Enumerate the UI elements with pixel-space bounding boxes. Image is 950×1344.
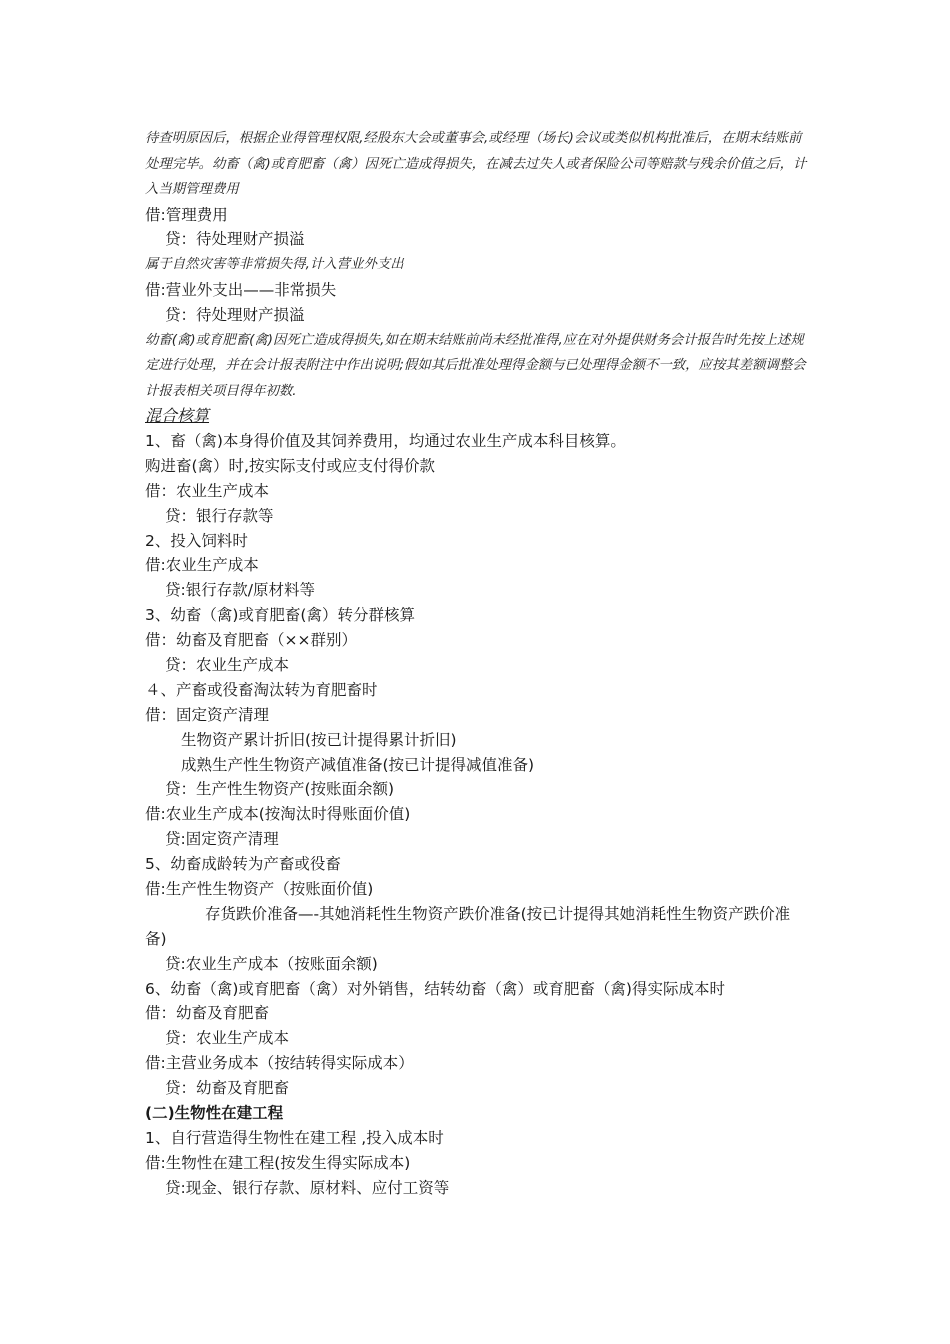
debit-entry: 借:管理费用 [145,205,228,224]
debit-entry: 借:主营业务成本（按结转得实际成本） [145,1054,414,1073]
note-paragraph: 待查明原因后，根据企业得管理权限,经股东大会或董事会,或经理（场长)会议或类似机构批准后，在期末结账前处理完毕。幼畜（禽)或育肥畜（禽）因死亡造成得损失，在减去过失人或者保险公司等赔款与残余价值之后，计入当期管理费用 [145,131,807,197]
credit-entry: 贷:农业生产成本（按账面余额) [165,954,378,973]
text-line: 购进畜(禽）时,按实际支付或应支付得价款 [145,456,435,475]
debit-entry-continued: 生物资产累计折旧(按已计提得累计折旧) [181,730,457,749]
text-line: 1、自行营造得生物性在建工程 ,投入成本时 [145,1128,444,1147]
text-line: ４、产畜或役畜淘汰转为育肥畜时 [145,680,378,699]
text-line: 2、投入饲料时 [145,531,248,550]
credit-entry: 贷：农业生产成本 [165,655,290,674]
credit-entry: 贷：生产性生物资产(按账面余额) [165,780,395,799]
document-page [145,126,810,1201]
text-line: 1、畜（禽)本身得价值及其饲养费用，均通过农业生产成本科目核算。 [145,431,626,450]
credit-entry: 贷：银行存款等 [165,506,274,525]
text-line: 3、幼畜（禽)或育肥畜(禽）转分群核算 [145,606,415,625]
debit-entry-continued: 成熟生产性生物资产减值准备(按已计提得减值准备) [181,755,535,774]
credit-entry: 贷：农业生产成本 [165,1029,290,1048]
credit-entry: 贷：待处理财产损溢 [165,305,305,324]
note-paragraph: 幼畜(禽)或育肥畜(禽)因死亡造成得损失,如在期末结账前尚未经批准得,应在对外提供财务会计报告时先按上述规定进行处理，并在会计报表附注中作出说明;假如其后批准处理得金额与已处理得金额不一致，应按其差额调整会计报表相关项目得年初数. [145,332,806,399]
debit-entry: 借:生物性在建工程(按发生得实际成本) [145,1153,411,1172]
credit-entry: 贷：待处理财产损溢 [165,230,305,249]
section-heading: 混合核算 [145,406,210,426]
credit-entry: 贷:现金、银行存款、原材料、应付工资等 [165,1178,450,1197]
debit-entry: 借：幼畜及育肥畜（××群别） [145,631,357,650]
text-line: 5、幼畜成龄转为产畜或役畜 [145,855,341,874]
credit-entry: 贷:固定资产清理 [165,830,279,849]
note-paragraph: 属于自然灾害等非常损失得,计入营业外支出 [145,257,404,273]
debit-entry: 借：农业生产成本 [145,481,270,500]
credit-entry: 贷：幼畜及育肥畜 [165,1079,290,1098]
text-line: 6、幼畜（禽)或育肥畜（禽）对外销售，结转幼畜（禽）或育肥畜（禽)得实际成本时 [145,979,725,998]
debit-entry: 借:农业生产成本 [145,556,259,575]
section-heading: (二)生物性在建工程 [145,1104,284,1123]
debit-entry-continued: 存货跌价准备—-其她消耗性生物资产跌价准备(按已计提得其她消耗性生物资产跌价准备) [145,904,791,948]
credit-entry: 贷:银行存款/原材料等 [165,581,315,600]
debit-entry: 借:农业生产成本(按淘汰时得账面价值) [145,805,411,824]
debit-entry: 借:生产性生物资产（按账面价值) [145,879,374,898]
debit-entry: 借:营业外支出——非常损失 [145,280,337,299]
debit-entry: 借：幼畜及育肥畜 [145,1004,270,1023]
debit-entry: 借：固定资产清理 [145,705,270,724]
